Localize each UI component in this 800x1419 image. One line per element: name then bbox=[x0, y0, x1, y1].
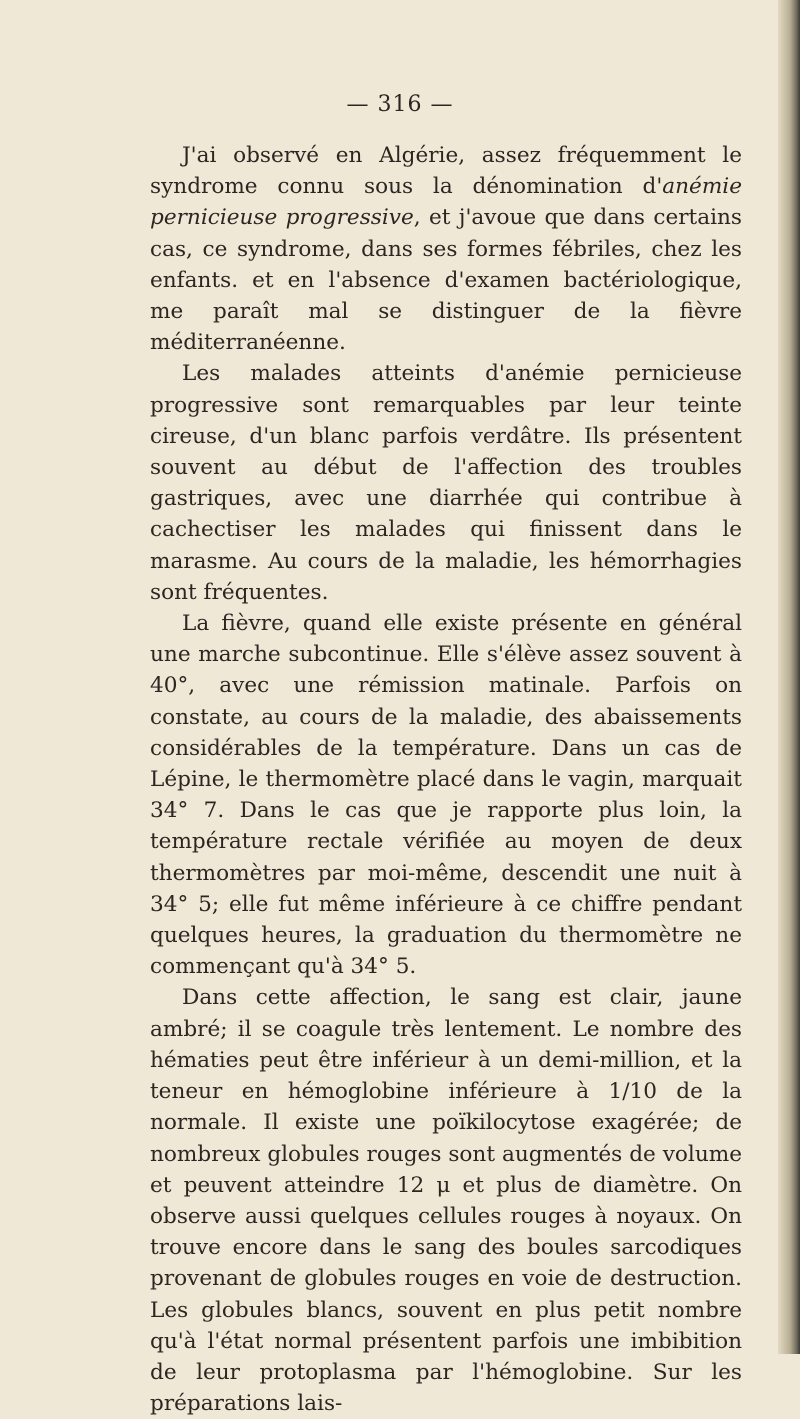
p1-text-end: , et j'avoue que dans certains cas, ce syndrome, dans ses formes fébriles, chez les enfants. et en l'absence d'examen bactériologique, me paraît mal se distinguer de la fièvre méditerranéenne. bbox=[150, 205, 742, 356]
page-edge-shadow bbox=[778, 0, 800, 1354]
paragraph-2: Les malades atteints d'anémie pernicieuse progressive sont remarquables par leur teinte cireuse, d'un blanc parfois verdâtre. Ils présentent souvent au début de l'affection des troubles gastriques, avec une diarrhée qui contribue à cachectiser les malades qui finissent dans le marasme. Au cours de la maladie, les hémorrhagies sont fréquentes. bbox=[150, 361, 742, 605]
paragraph-4: Dans cette affection, le sang est clair, jaune ambré; il se coagule très lentement. Le nombre des hématies peut être inférieur à un demi-million, et la teneur en hémoglobine inférieure à 1/10 de la normale. Il existe une poïkilocytose exagérée; de nombreux globules rouges sont augmentés de volume et peuvent atteindre 12 μ et plus de diamètre. On observe aussi quelques cellules rouges à noyaux. On trouve encore dans le sang des boules sarcodiques provenant de globules rouges en voie de destruction. Les globules blancs, souvent en plus petit nombre qu'à l'état normal présentent parfois une imbibition de leur protoplasma par l'hémoglobine. Sur les préparations lais- bbox=[150, 985, 742, 1417]
p1-text-start: J'ai observé en Algérie, assez fréquemment le syndrome connu sous la dénomination d' bbox=[150, 143, 742, 200]
body-text bbox=[150, 140, 742, 1419]
paragraph-1 bbox=[150, 140, 742, 358]
paragraph-3: La fièvre, quand elle existe présente en général une marche subcontinue. Elle s'élève assez souvent à 40°, avec une rémission matinale. Parfois on constate, au cours de la maladie, des abaissements considérables de la température. Dans un cas de Lépine, le thermomètre placé dans le vagin, marquait 34° 7. Dans le cas que je rapporte plus loin, la température rectale vérifiée au moyen de deux thermomètres par moi-même, descendit une nuit à 34° 5; elle fut même inférieure à ce chiffre pendant quelques heures, la graduation du thermomètre ne commençant qu'à 34° 5. bbox=[150, 611, 742, 980]
p1-italic-term: anémie pernicieuse progressive bbox=[150, 174, 742, 231]
page-number: — 316 — bbox=[346, 92, 454, 117]
